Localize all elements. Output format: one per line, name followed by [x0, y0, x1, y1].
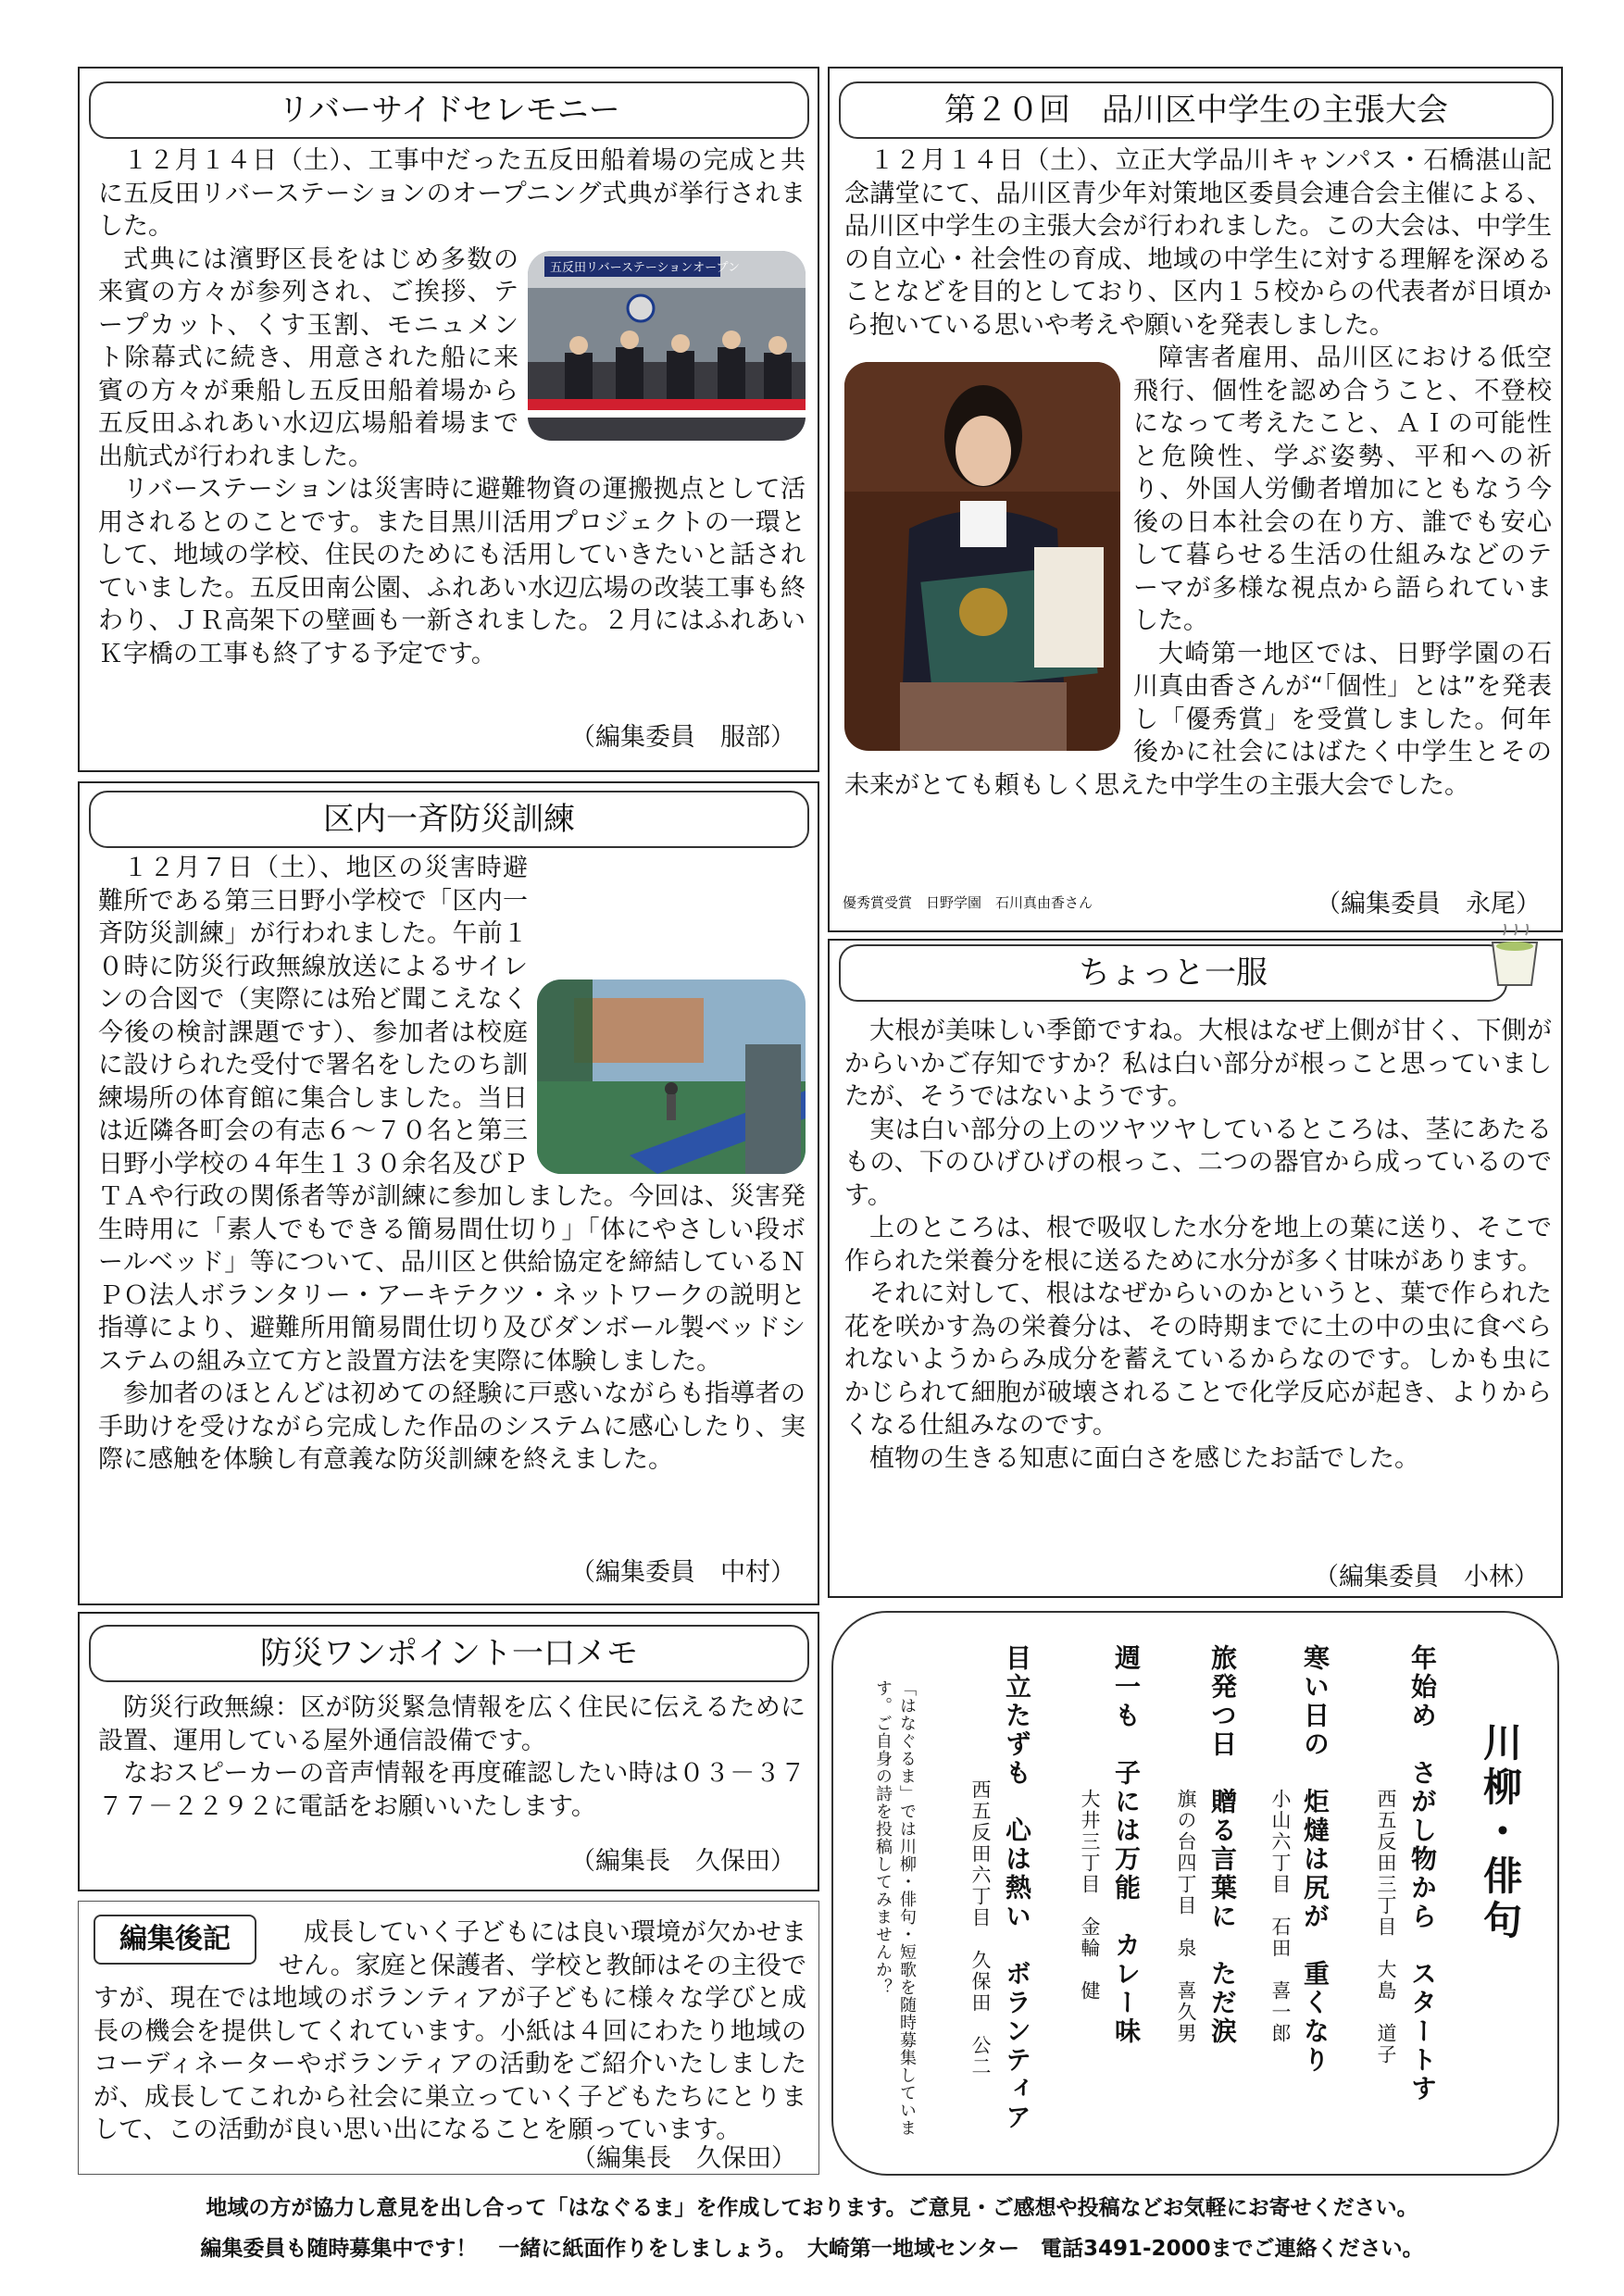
- poem-5-author: 西五反田六丁目 久保田 公二: [969, 1779, 992, 2078]
- senryu-invite: 「はなぐるま」では川柳・俳句・短歌を随時募集しています。ご自身の詩を投稿してみませんか？: [873, 1679, 917, 2137]
- poem-1-author: 西五反田三丁目 大島 道子: [1375, 1789, 1397, 2065]
- memo-byline: （編集長 久保田）: [570, 1847, 795, 1876]
- riverside-byline: （編集委員 服部）: [570, 723, 795, 752]
- drill-para2: 参加者のほとんどは初めての経験に戸惑いながらも指導者の手助けを受けながら完成した作品のシステムに感心したり、実際に感触を体験し有意義な防災訓練を終えました。: [98, 1379, 806, 1474]
- postscript-text: 成長していく子どもには良い環境が欠かせません。家庭と保護者、学校と教師はその主役ですが、現在では地域のボランティアが子どもに様々な学びと成長の機会を提供してくれています。小紙は４回にわたり地域のコーディネーターやボランティアの活動をご紹介いたしましたが、成長してこれから社会に巣立っていく子どもたちにとりまして、この活動が良い思い出になることを願っています。: [94, 1918, 806, 2144]
- drill-photo: [537, 980, 806, 1174]
- speech-body: [844, 144, 1552, 802]
- postscript-byline: （編集長 久保田）: [571, 2144, 796, 2173]
- break-title: ちょっと一服: [839, 944, 1507, 1002]
- award-image: [844, 362, 1120, 751]
- break-para3: 上のところは、根で吸収した水分を地上の葉に送り、そこで作られた栄養分を根に送るために水分が多く甘味があります。: [844, 1214, 1552, 1276]
- poem-3-verse: 旅発つ日 贈る言葉に ただ涙: [1207, 1644, 1238, 2046]
- memo-title: 防災ワンポイント一口メモ: [89, 1625, 809, 1682]
- memo-body: [98, 1691, 806, 1823]
- speech-para3: 大崎第一地区では、日野学園の石川真由香さんが“「個性」とは”を発表し「優秀賞」を受賞しました。何年後かに社会にはばたく中学生とその未来がとても頼もしく思えた中学生の主張大会でした。: [844, 639, 1552, 800]
- break-para5: 植物の生きる知恵に面白さを感じたお話でした。: [869, 1443, 1419, 1473]
- speech-article: [828, 67, 1563, 932]
- drill-title: 区内一斉防災訓練: [89, 791, 809, 848]
- break-byline: （編集委員 小林）: [1314, 1563, 1539, 1591]
- speech-title: 第２０回 品川区中学生の主張大会: [839, 81, 1554, 139]
- footer-line-1: 地域の方が協力し意見を出し合って「はなぐるま」を作成しております。ご意見・ご感想や投稿などお気軽にお寄せください。: [206, 2196, 1418, 2220]
- break-para2: 実は白い部分の上のツヤツヤしているところは、茎にあたるもの、下のひげひげの根っこ、二つの器官から成っているのです。: [844, 1115, 1552, 1210]
- poem-4-author: 大井三丁目 金輪 健: [1079, 1789, 1101, 2002]
- poem-2-verse: 寒い日の 炬燵は尻が 重くなり: [1300, 1644, 1330, 2075]
- riverside-para1: １２月１４日（土）、工事中だった五反田船着場の完成と共に五反田リバーステーションのオープニング式典が挙行されました。: [98, 146, 806, 241]
- break-para4: それに対して、根はなぜからいのかというと、葉で作られた花を咲かす為の栄養分は、その時期までに土の中の虫に食べられないようからみ成分を蓄えているからなのです。しかも虫にかじられて細胞が破壊されることで化学反応が起き、よりからくなる仕組みなのです。: [844, 1279, 1552, 1440]
- postscript-article: [78, 1901, 819, 2175]
- drill-article: [78, 781, 819, 1605]
- poem-1-verse: 年始め さがし物から スタートす: [1407, 1644, 1438, 2103]
- senryu-title: 川柳・俳句: [1478, 1722, 1523, 1944]
- riverside-title: リバーサイドセレモニー: [89, 81, 809, 139]
- speech-para1: １２月１４日（土）、立正大学品川キャンパス・石橋湛山記念講堂にて、品川区青少年対策地区委員会連合会主催による、品川区中学生の主張大会が行われました。この大会は、中学生の自立心・社会性の育成、地域の中学生に対する理解を深めることなどを目的としており、区内１５校からの代表者が日頃から抱いている思いや考えや願いを発表しました。: [844, 146, 1552, 340]
- drill-byline: （編集委員 中村）: [570, 1558, 795, 1587]
- riverside-body: [98, 144, 806, 670]
- poem-2-author: 小山六丁目 石田 喜一郎: [1269, 1789, 1292, 2044]
- tea-cup-icon: [1487, 924, 1543, 989]
- postscript-body: [94, 1916, 806, 2147]
- memo-article: [78, 1612, 819, 1891]
- riverside-article: [78, 67, 819, 772]
- drill-para1: １２月７日（土）、地区の災害時避難所である第三日野小学校で「区内一斉防災訓練」が行われました。午前１０時に防災行政無線放送によるサイレンの合図で（実際には殆ど聞こえなく今後の検討課題です）、参加者は校庭に設けられた受付で署名をしたのち訓練場所の体育館に集合しました。当日は近隣各町会の有志６～７０名と第三日野小学校の４年生１３０余名及びＰＴＡや行政の関係者等が訓練に参加しました。今回は、災害発生時用に「素人でもできる簡易間仕切り」「体にやさしい段ボールベッド」等について、品川区と供給協定を締結しているＮＰＯ法人ボランタリー・アーキテクツ・ネットワークの説明と指導により、避難所用簡易間仕切り及びダンボール製ベッドシステムの組み立て方と設置方法を実際に体験しました。: [98, 854, 806, 1376]
- banner-text: 五反田リバーステーションオープン: [550, 260, 741, 275]
- drill-image: [537, 980, 806, 1174]
- riverside-para2: 式典には濱野区長をはじめ多数の来賓の方々が参列され、ご挨拶、テープカット、くす玉割、モニュメント除幕式に続き、用意された船に来賓の方々が乗船し五反田船着場から五反田ふれあい水辺広場船着場まで出航式が行われました。: [98, 244, 518, 471]
- footer-line-2: 編集委員も随時募集中です！ 一緒に紙面作りをしましょう。 大崎第一地域センター 電話3491-2000までご連絡ください。: [200, 2237, 1424, 2261]
- memo-para1: 防災行政無線：区が防災緊急情報を広く住民に伝えるために設置、運用している屋外通信設備です。: [98, 1693, 806, 1755]
- postscript-label: 編集後記: [94, 1915, 256, 1965]
- ceremony-image: [528, 251, 806, 441]
- drill-body: [98, 852, 806, 1477]
- poem-5-verse: 目立たずも 心は熱い ボランティア: [1002, 1644, 1032, 2132]
- break-body: [844, 1015, 1552, 1475]
- poem-3-author: 旗の台四丁目 泉 喜久男: [1175, 1789, 1197, 2044]
- ceremony-photo: [528, 251, 806, 441]
- speech-para2: 障害者雇用、品川区における低空飛行、個性を認め合うこと、不登校になって考えたこと、ＡＩの可能性と危険性、学ぶ姿勢、平和への祈り、外国人労働者増加にともなう今後の日本社会の在り方、誰でも安心して暮らせる生活の仕組みなどのテーマが多様な視点から語られていました。: [1133, 343, 1552, 635]
- award-caption: 優秀賞受賞 日野学園 石川真由香さん: [843, 894, 1093, 911]
- speech-byline: （編集委員 永尾）: [1316, 890, 1541, 918]
- break-para1: 大根が美味しい季節ですね。大根はなぜ上側が甘く、下側がからいかご存知ですか？私は白い部分が根っこと思っていましたが、そうではないようです。: [844, 1017, 1552, 1111]
- break-article: [828, 939, 1563, 1598]
- poem-4-verse: 週一も 子には万能 カレー味: [1111, 1644, 1142, 2046]
- award-photo: [844, 362, 1120, 751]
- riverside-para3: リバーステーションは災害時に避難物資の運搬拠点として活用されるとのことです。また目黒川活用プロジェクトの一環として、地域の学校、住民のためにも活用していきたいと話されていました。五反田南公園、ふれあい水辺広場の改装工事も終わり、ＪＲ高架下の壁画も一新されました。２月にはふれあいＫ字橋の工事も終了する予定です。: [98, 475, 806, 668]
- memo-para2: なおスピーカーの音声情報を再度確認したい時は０３－３７７７－２２９２に電話をお願いいたします。: [98, 1759, 806, 1821]
- senryu-panel: [831, 1611, 1559, 2176]
